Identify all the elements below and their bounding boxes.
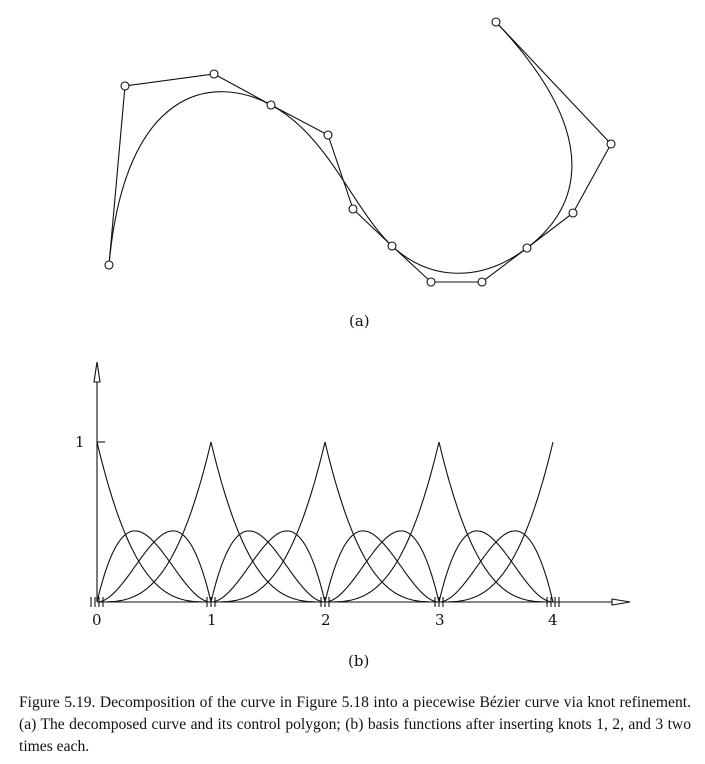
control-point [121, 82, 129, 90]
control-point [492, 18, 500, 26]
panel-a-bezier-curve [105, 18, 615, 286]
y-axis-arrow-icon [94, 362, 100, 382]
control-point [478, 278, 486, 286]
control-point [427, 278, 435, 286]
x-tick-label-2: 2 [321, 611, 331, 629]
basis-function-curve [97, 531, 211, 602]
basis-function-curve [439, 531, 553, 602]
basis-function-curve [325, 442, 439, 602]
x-axis-arrow-icon [612, 599, 630, 605]
panel-a-label: (a) [349, 312, 370, 330]
control-point [607, 140, 615, 148]
basis-function-curve [439, 442, 553, 602]
basis-function-curve [211, 531, 325, 602]
control-point [349, 205, 357, 213]
bezier-curve [109, 22, 572, 273]
control-polygon [109, 22, 611, 282]
control-point [523, 244, 531, 252]
control-point [267, 101, 275, 109]
basis-function-curve [439, 442, 553, 602]
x-tick-label-1: 1 [207, 611, 217, 629]
control-point [210, 70, 218, 78]
control-point [388, 242, 396, 250]
panel-b-label: (b) [348, 652, 370, 670]
basis-function-curve [211, 442, 325, 602]
x-tick-label-0: 0 [92, 611, 102, 629]
y-tick-label-1: 1 [75, 433, 85, 451]
basis-function-curve [325, 531, 439, 602]
basis-function-curve [97, 442, 211, 602]
panel-b-basis-functions [91, 362, 630, 607]
figure-caption: Figure 5.19. Decomposition of the curve in Figure 5.18 into a piecewise Bézier curve via knot refinement. (a) The decomposed curve and its control polygon; (b) basis functions after inserting knots 1, 2, and 3 two times each. [19, 694, 691, 755]
control-point [324, 131, 332, 139]
x-tick-label-4: 4 [548, 611, 558, 629]
control-point [569, 209, 577, 217]
x-tick-label-3: 3 [435, 611, 445, 629]
control-point [105, 261, 113, 269]
basis-function-curve [97, 442, 211, 602]
basis-function-curve [325, 442, 439, 602]
basis-function-curve [211, 442, 325, 602]
